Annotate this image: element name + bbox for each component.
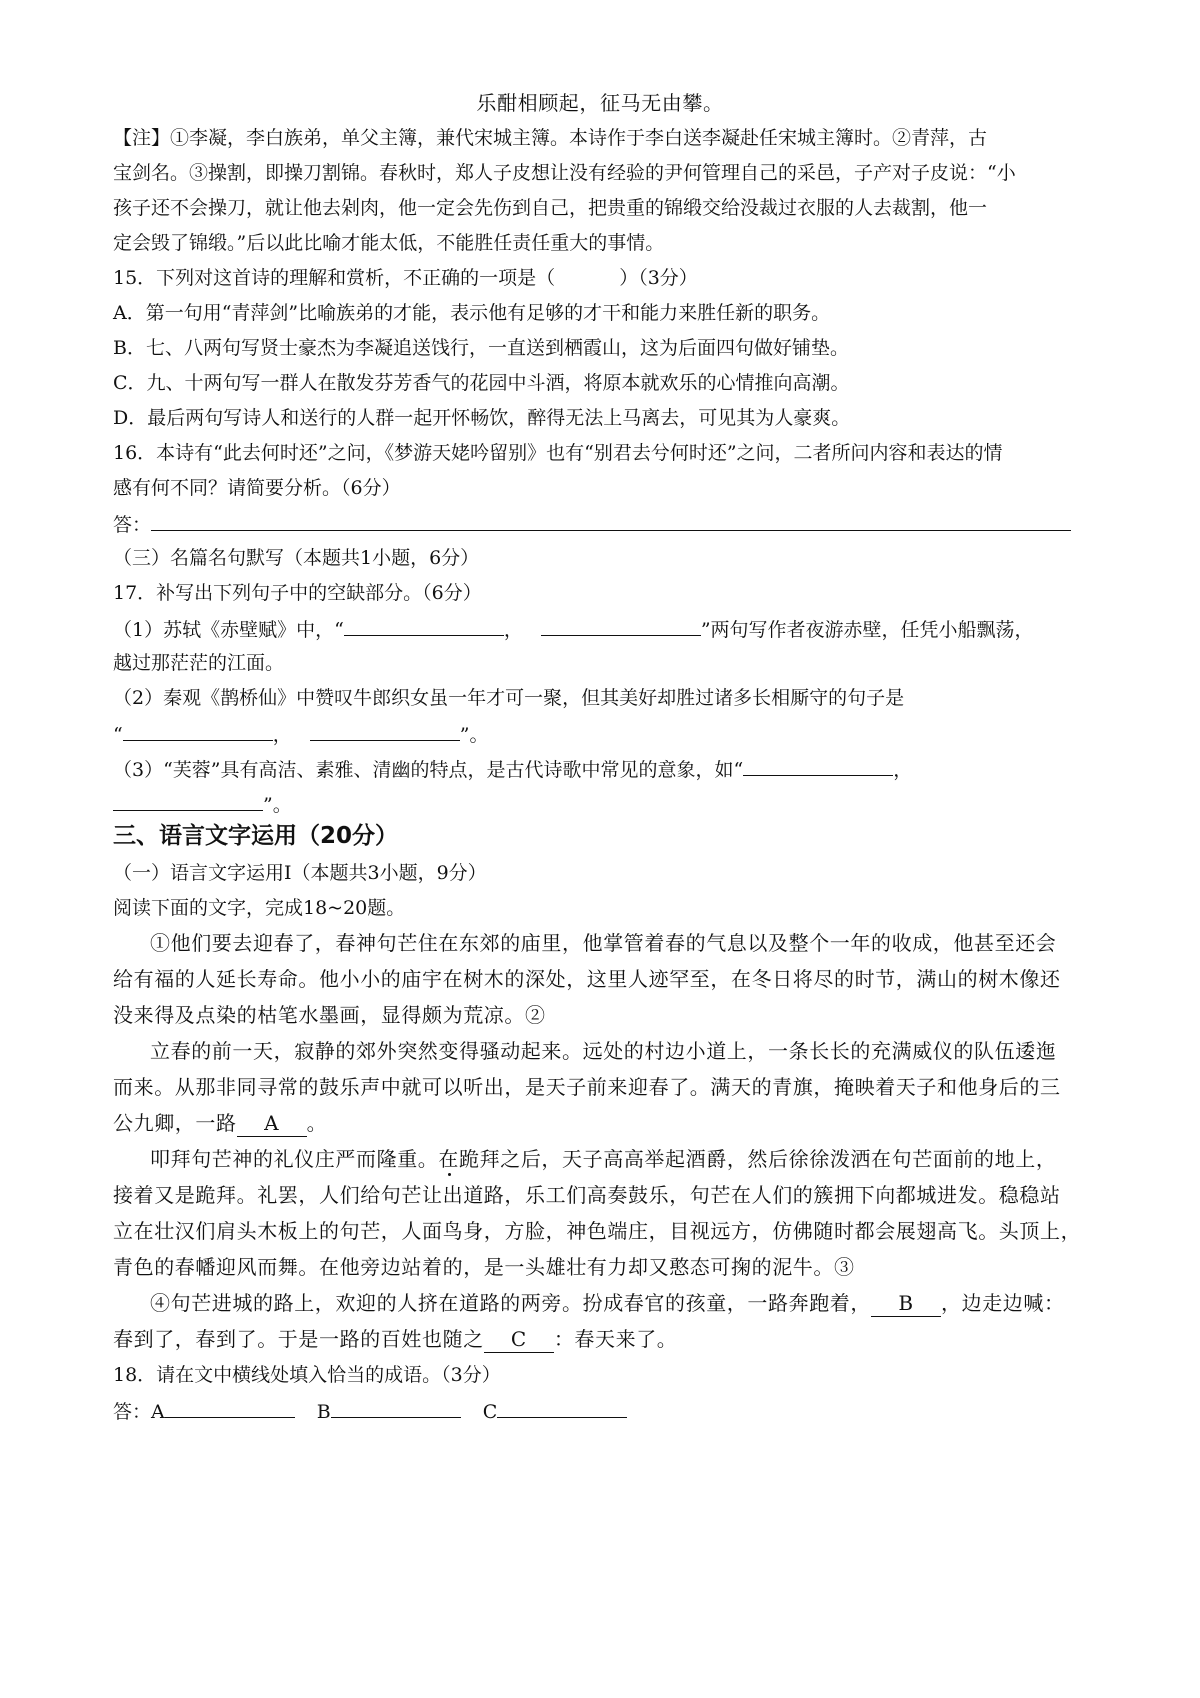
prompt-text: ”两句写作者夜游赤壁，任凭小船飘荡， (700, 619, 1034, 641)
question-18-stem: 18．请在文中横线处填入恰当的成语。（3分） (113, 1364, 501, 1386)
option-a: A．第一句用“青萍剑”比喻族弟的才能，表示他有足够的才干和能力来胜任新的职务。 (113, 302, 831, 324)
fill-blank[interactable] (344, 615, 504, 636)
poem-last-line: 乐酣相顾起，征马无由攀。 (476, 91, 724, 115)
answer-label: 答： (113, 514, 152, 536)
note-line: 宝剑名。③操割，即操刀割锦。春秋时，郑人子皮想让没有经验的尹何管理自己的采邑，子产对子皮说：“小 (113, 162, 1016, 184)
prompt-text: （1）苏轼《赤壁赋》中，“ (113, 619, 344, 641)
passage-line: 立在壮汉们肩头木板上的句芒，人面鸟身，方脸，神色端庄，目视远方，仿佛随时都会展翅高飞。头顶上， (113, 1219, 1082, 1243)
passage-text: 跪拜之后，天子高高举起酒爵，然后徐徐泼洒在句芒面前的地上， (459, 1147, 1057, 1171)
passage-line: 接着又是跪拜。礼罢，人们给句芒让出道路，乐工们高奏鼓乐，句芒在人们的簇拥下向都城进发。稳稳站 (113, 1183, 1061, 1207)
quote-mark: “ (113, 724, 123, 746)
question-16-answer (113, 510, 1071, 538)
answer-c-blank[interactable] (497, 1397, 627, 1418)
question-16-line: 感有何不同？请简要分析。（6分） (113, 477, 401, 499)
question-17-part-2-blanks (113, 720, 488, 748)
question-16-line: 16．本诗有“此去何时还”之问，《梦游天姥吟留别》也有“别君去兮何时还”之问，二者所问内容和表达的情 (113, 442, 1003, 464)
passage-text: ④句芒进城的路上，欢迎的人挤在道路的两旁。扮成春官的孩童，一路奔跑着， (150, 1291, 871, 1315)
part-heading: 三、语言文字运用（20分） (113, 823, 399, 849)
answer-a-blank[interactable] (165, 1397, 295, 1418)
question-17-part-3-cont (113, 790, 292, 818)
blank-a[interactable]: A (237, 1110, 307, 1137)
passage-line: 立春的前一天，寂静的郊外突然变得骚动起来。远处的村边小道上，一条长长的充满威仪的队伍逶迤 (150, 1039, 1057, 1063)
passage-line: 而来。从那非同寻常的鼓乐声中就可以听出，是天子前来迎春了。满天的青旗，掩映着天子和他身后的三 (113, 1075, 1061, 1099)
answer-line[interactable] (151, 510, 1071, 531)
passage-line (150, 1290, 1065, 1317)
note-line: 孩子还不会操刀，就让他去剁肉，他一定会先伤到自己，把贵重的锦缎交给没裁过衣服的人去裁割，他一 (113, 197, 988, 219)
emphasis-dot-char: 在 (438, 1147, 460, 1171)
quote-end: ”。 (459, 724, 489, 746)
passage-line (150, 1146, 1056, 1172)
instruction: 阅读下面的文字，完成18~20题。 (113, 897, 406, 919)
question-17-part-1-cont: 越过那茫茫的江面。 (113, 652, 285, 674)
answer-b-blank[interactable] (331, 1397, 461, 1418)
passage-line: ①他们要去迎春了，春神句芒住在东郊的庙里，他掌管着春的气息以及整个一年的收成，他甚至还会 (150, 931, 1057, 955)
passage-line (113, 1110, 327, 1137)
answer-label: 答： (113, 1401, 152, 1423)
passage-text: ：春天来了。 (553, 1327, 678, 1351)
passage-line: 没来得及点染的枯笔水墨画，显得颇为荒凉。② (113, 1003, 546, 1027)
passage-text: 公九卿，一路 (113, 1111, 237, 1135)
separator: ， (893, 759, 913, 781)
note-line: 定会毁了锦缎。”后以此比喻才能太低，不能胜任责任重大的事情。 (113, 232, 665, 254)
question-17-part-2: （2）秦观《鹊桥仙》中赞叹牛郎织女虽一年才可一聚，但其美好却胜过诸多长相厮守的句子是 (113, 687, 905, 709)
option-d: D．最后两句写诗人和送行的人群一起开怀畅饮，醉得无法上马离去，可见其为人豪爽。 (113, 407, 851, 429)
fill-blank[interactable] (113, 790, 263, 811)
question-15-stem (113, 265, 698, 291)
separator: ， (272, 724, 292, 746)
question-18-answer (113, 1397, 627, 1425)
question-17-part-3 (113, 755, 912, 783)
passage-line: 给有福的人延长寿命。他小小的庙宇在树木的深处，这里人迹罕至，在冬日将尽的时节，满山的树木像还 (113, 967, 1061, 991)
blank-b[interactable]: B (871, 1290, 941, 1317)
blank-c[interactable]: C (484, 1326, 554, 1353)
passage-text: 春到了，春到了。于是一路的百姓也随之 (113, 1327, 484, 1351)
passage-text: 叩拜句芒神的礼仪庄严而隆重。 (150, 1147, 439, 1171)
passage-text: 。 (306, 1111, 328, 1135)
fill-blank[interactable] (310, 720, 460, 741)
question-15-stem-text: 15．下列对这首诗的理解和赏析，不正确的一项是（ (113, 267, 556, 289)
question-17-part-1 (113, 615, 1034, 643)
note-line: 【注】①李凝，李白族弟，单父主簿，兼代宋城主簿。本诗作于李白送李凝赴任宋城主簿时。②青萍，古 (113, 127, 988, 149)
option-b: B．七、八两句写贤士豪杰为李凝追送饯行，一直送到栖霞山，这为后面四句做好铺垫。 (113, 337, 849, 359)
passage-line: 青色的春幡迎风而舞。在他旁边站着的，是一头雄壮有力却又憨态可掬的泥牛。③ (113, 1255, 855, 1279)
subsection-heading: （一）语言文字运用Ⅰ（本题共3小题，9分） (113, 862, 487, 884)
passage-line (113, 1326, 677, 1353)
section-heading: （三）名篇名句默写（本题共1小题，6分） (113, 547, 480, 569)
question-15-score: ）（3分） (619, 267, 698, 289)
separator: ， (503, 619, 523, 641)
fill-blank[interactable] (743, 755, 893, 776)
fill-blank[interactable] (123, 720, 273, 741)
fill-blank[interactable] (541, 615, 701, 636)
prompt-text: （3）“芙蓉”具有高洁、素雅、清幽的特点，是古代诗歌中常见的意象，如“ (113, 759, 744, 781)
quote-end: ”。 (263, 794, 292, 816)
answer-b-label: B (316, 1401, 331, 1423)
passage-text: ，边走边喊： (941, 1291, 1065, 1315)
question-17-stem: 17．补写出下列句子中的空缺部分。（6分） (113, 582, 482, 604)
answer-a-label: A (151, 1401, 165, 1423)
option-c: C．九、十两句写一群人在散发芬芳香气的花园中斗酒，将原本就欢乐的心情推向高潮。 (113, 372, 850, 394)
answer-c-label: C (482, 1401, 498, 1423)
